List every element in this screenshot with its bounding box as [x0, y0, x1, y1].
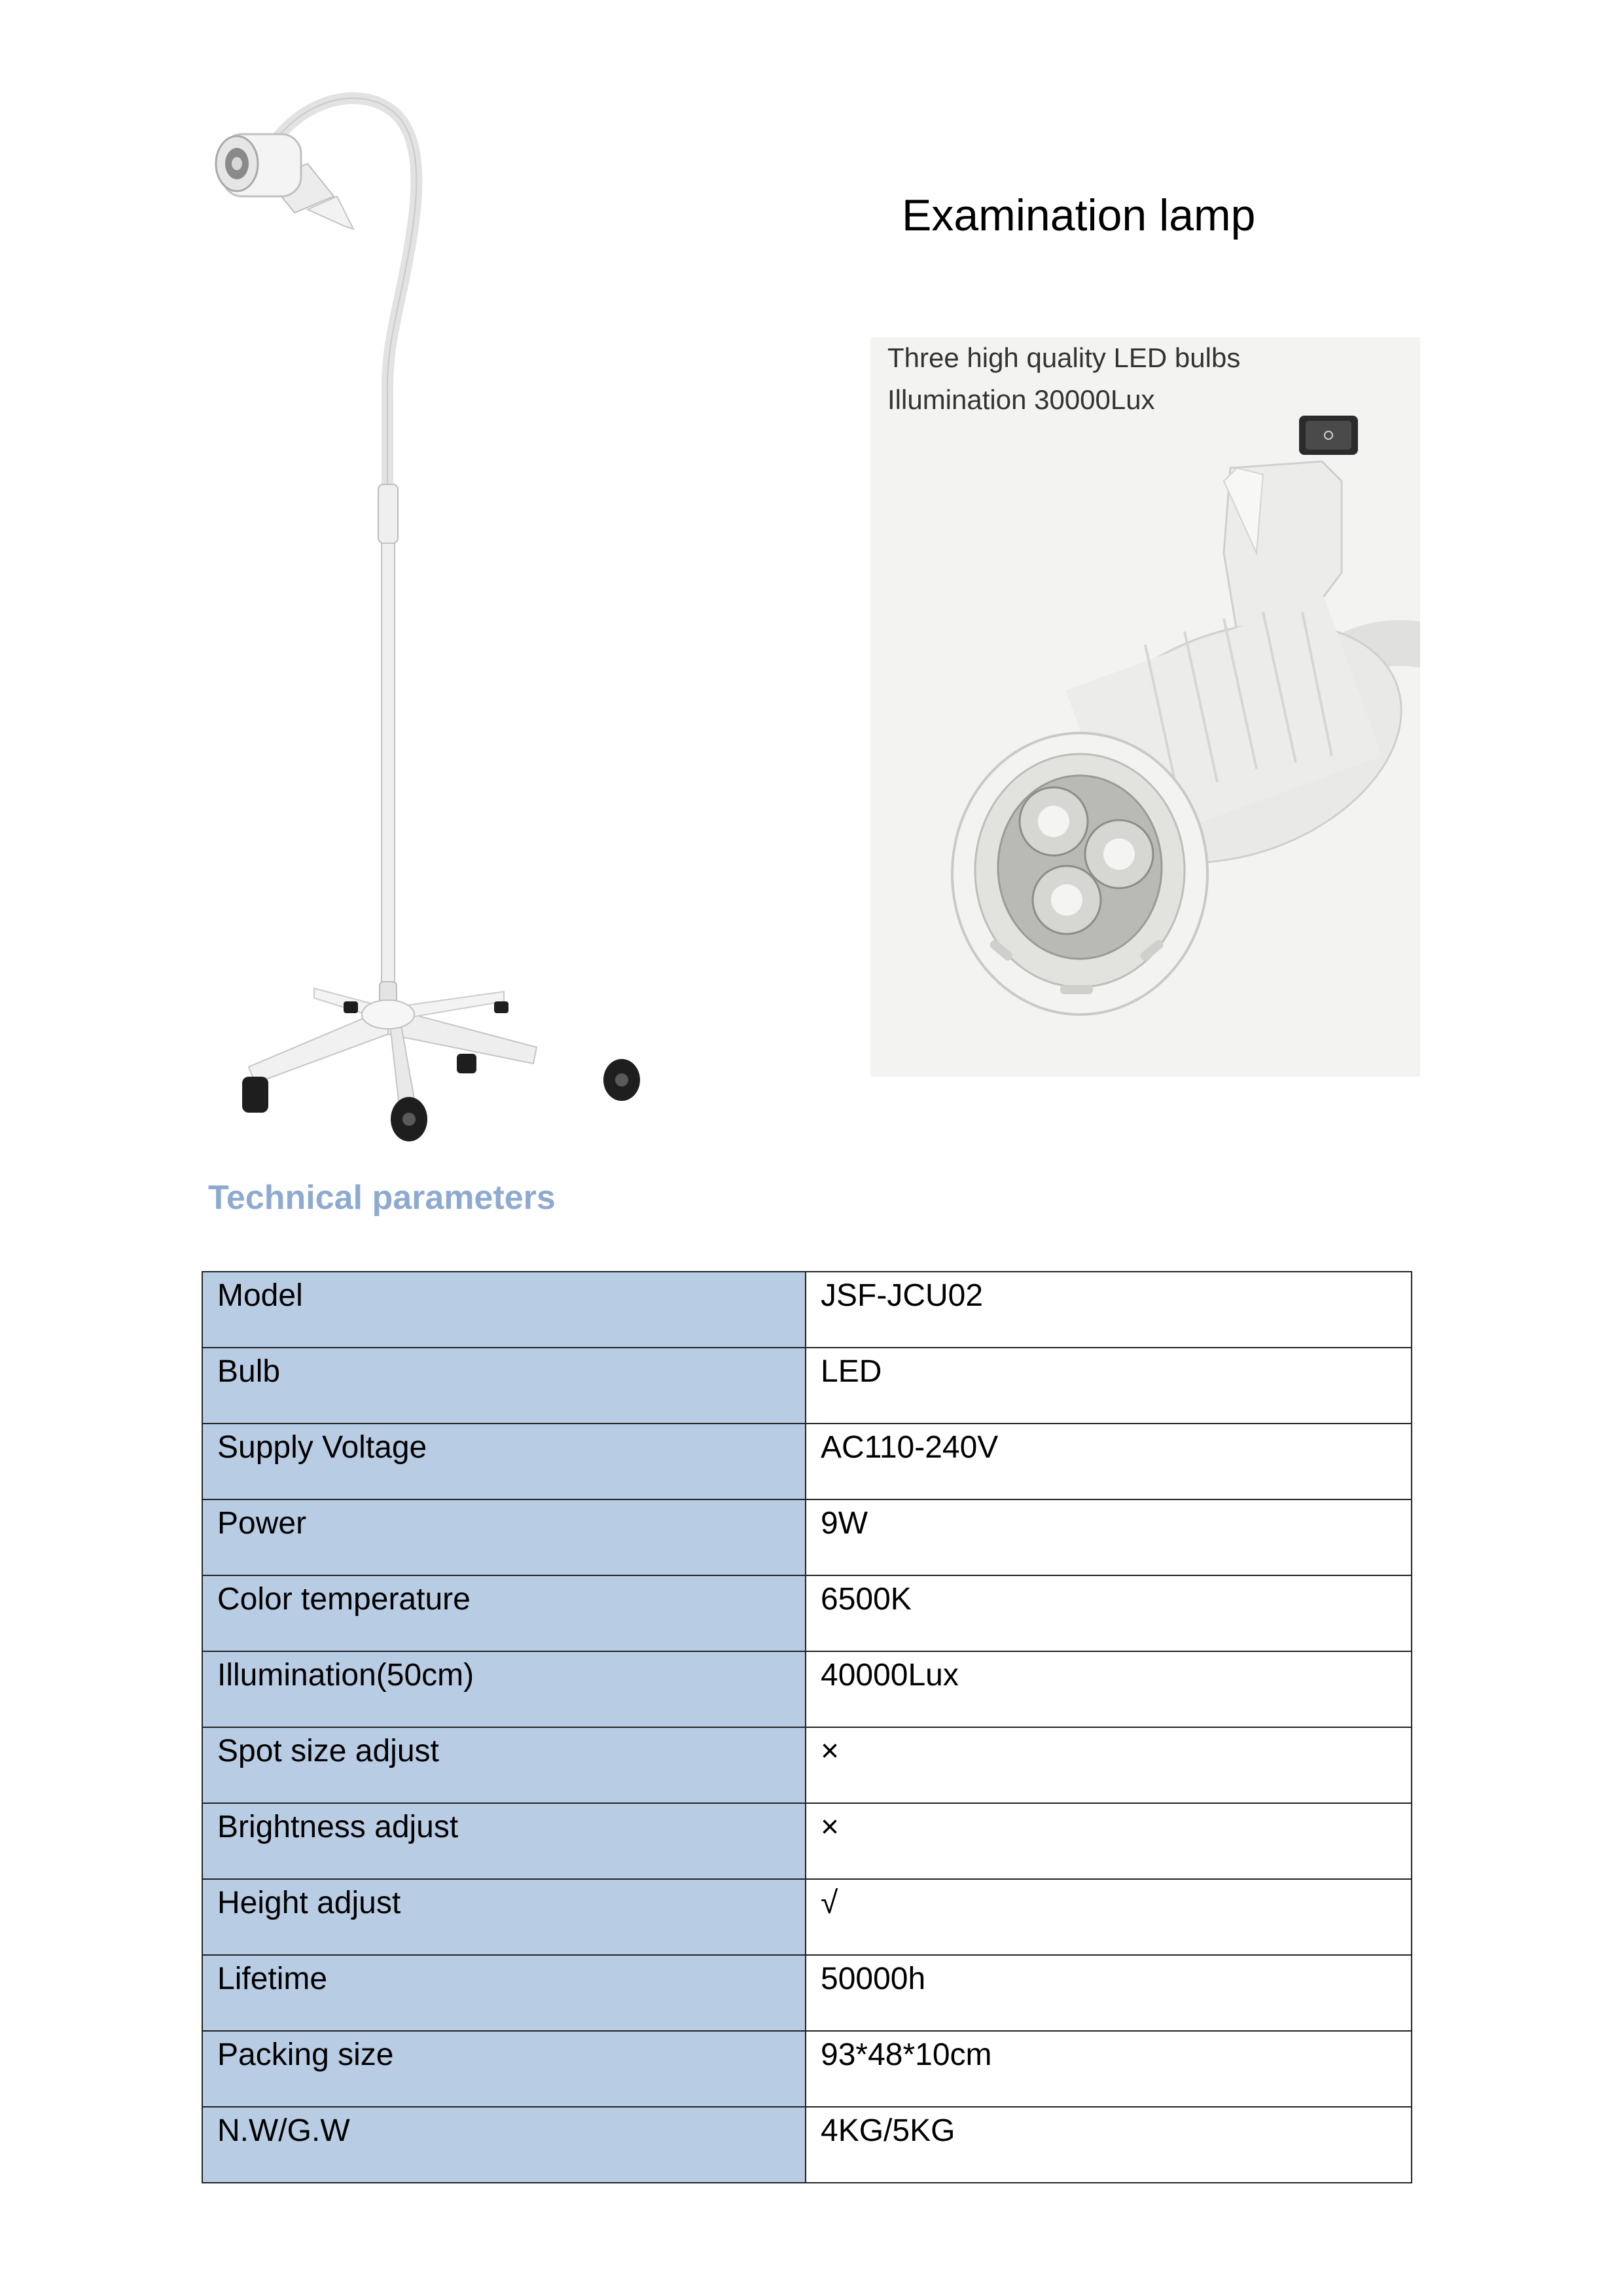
param-label: Lifetime [202, 1955, 806, 2031]
table-row [202, 1272, 1412, 1348]
param-label: Packing size [202, 2031, 806, 2107]
table-row [202, 1879, 1412, 1955]
param-label: Brightness adjust [202, 1803, 806, 1879]
param-label: Color temperature [202, 1575, 806, 1651]
table-row [202, 1955, 1412, 2031]
param-label: Illumination(50cm) [202, 1651, 806, 1727]
table-row [202, 1575, 1412, 1651]
table-row [202, 1651, 1412, 1727]
param-label: Bulb [202, 1348, 806, 1424]
param-value: 4KG/5KG [806, 2107, 1412, 2183]
param-value: AC110-240V [806, 1424, 1412, 1499]
param-value: 9W [806, 1499, 1412, 1575]
param-label: N.W/G.W [202, 2107, 806, 2183]
param-value: 40000Lux [806, 1651, 1412, 1727]
param-label: Power [202, 1499, 806, 1575]
table-row [202, 2031, 1412, 2107]
detail-caption [887, 337, 1240, 421]
lamp-head-closeup-drawing [870, 337, 1420, 1077]
param-label: Supply Voltage [202, 1424, 806, 1499]
table-row [202, 2107, 1412, 2183]
section-heading-technical-parameters: Technical parameters [208, 1179, 556, 1217]
param-value: √ [806, 1879, 1412, 1955]
technical-parameters-table [202, 1271, 1412, 2183]
param-label: Spot size adjust [202, 1727, 806, 1803]
param-value: 50000h [806, 1955, 1412, 2031]
table-row [202, 1803, 1412, 1879]
page-title: Examination lamp [902, 190, 1256, 240]
param-value: JSF-JCU02 [806, 1272, 1412, 1348]
table-row [202, 1424, 1412, 1499]
power-switch-icon [1299, 416, 1358, 455]
detail-caption-line-2: Illumination 30000Lux [887, 384, 1155, 415]
param-value: 6500K [806, 1575, 1412, 1651]
table-row [202, 1499, 1412, 1575]
table-row [202, 1348, 1412, 1424]
param-value: 93*48*10cm [806, 2031, 1412, 2107]
detail-caption-line-1: Three high quality LED bulbs [887, 342, 1241, 373]
floor-lamp-image [196, 72, 707, 1152]
param-value: × [806, 1803, 1412, 1879]
param-value: × [806, 1727, 1412, 1803]
param-value: LED [806, 1348, 1412, 1424]
param-label: Model [202, 1272, 806, 1348]
param-label: Height adjust [202, 1879, 806, 1955]
lamp-head-detail-image [870, 337, 1420, 1077]
table-row [202, 1727, 1412, 1803]
lamp-head-shape [216, 134, 353, 229]
